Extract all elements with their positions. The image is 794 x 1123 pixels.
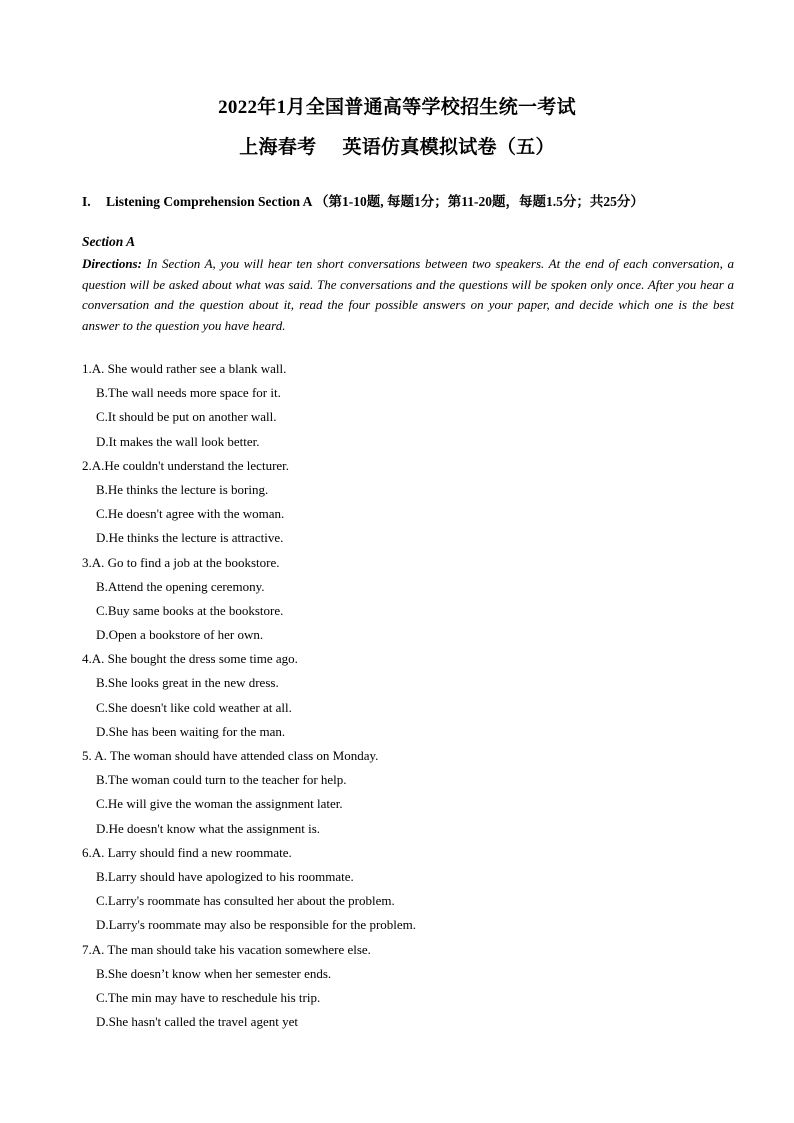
question-option: 5. A. The woman should have attended class on Monday. (82, 748, 379, 763)
question-option: C.He doesn't agree with the woman. (96, 506, 285, 522)
question-option: C.He will give the woman the assignment later. (96, 796, 343, 812)
question-option: B.He thinks the lecture is boring. (96, 481, 269, 497)
question-3 (82, 551, 734, 648)
question-2 (82, 454, 734, 551)
question-1 (82, 357, 734, 454)
question-option: D.He doesn't know what the assignment is. (96, 820, 321, 836)
question-option: B.Larry should have apologized to his roommate. (96, 868, 354, 884)
directions-text: In Section A, you will hear ten short conversations between two speakers. At the end of each conversation, a question will be asked about what was said. The conversations and the questions will be spoken only once. After you hear a conversation and the question about it, read the four possible answers on your paper, and decide which one is the best answer to the question you have heard. (82, 256, 734, 334)
question-option: B.She doesn’t know when her semester ends. (96, 965, 332, 981)
question-option: D.Open a bookstore of her own. (96, 627, 264, 643)
question-4 (82, 647, 734, 744)
question-option: B.The woman could turn to the teacher for help. (96, 772, 347, 788)
section-number: I. (82, 194, 91, 209)
question-option: 1.A. She would rather see a blank wall. (82, 361, 287, 376)
question-option: 6.A. Larry should find a new roommate. (82, 844, 292, 860)
exam-subtitle-part-a: 上海春考 (239, 137, 317, 158)
question-option: D.Larry's roommate may also be responsible for the problem. (96, 917, 417, 933)
question-option: B.The wall needs more space for it. (96, 385, 281, 401)
exam-title: 2022年1月全国普通高等学校招生统一考试 (218, 97, 576, 118)
section-heading (82, 190, 742, 210)
directions-label: Directions: (82, 256, 142, 271)
question-option: B.Attend the opening ceremony. (96, 578, 265, 594)
question-7 (82, 938, 734, 1035)
question-option: D.He thinks the lecture is attractive. (96, 530, 284, 546)
question-6 (82, 841, 734, 938)
section-a-label: Section A (82, 234, 136, 249)
exam-subtitle-part-b: 英语仿真模拟试卷（五） (342, 137, 555, 158)
question-option: C.The min may have to reschedule his trip. (96, 989, 321, 1005)
question-option: C.It should be put on another wall. (96, 409, 277, 425)
section-heading-text: Listening Comprehension Section A （第1-10题, 每题1分；第11-20题，每题1.5分；共25分） (106, 194, 644, 209)
question-option: 4.A. She bought the dress some time ago. (82, 651, 298, 667)
question-option: 7.A. The man should take his vacation somewhere else. (82, 941, 371, 957)
question-option: D.She has been waiting for the man. (96, 723, 286, 739)
exam-subtitle (0, 132, 794, 159)
question-option: 3.A. Go to find a job at the bookstore. (82, 554, 280, 570)
question-option: C.Larry's roommate has consulted her about the problem. (96, 893, 395, 909)
question-list (82, 357, 734, 1034)
question-option: 2.A.He couldn't understand the lecturer. (82, 457, 290, 473)
question-option: C.Buy same books at the bookstore. (96, 602, 284, 618)
question-option: C.She doesn't like cold weather at all. (96, 699, 292, 715)
question-option: B.She looks great in the new dress. (96, 675, 279, 691)
question-option: D.She hasn't called the travel agent yet (96, 1014, 298, 1030)
directions (82, 254, 734, 337)
question-option: D.It makes the wall look better. (96, 433, 260, 449)
question-5 (82, 744, 734, 841)
